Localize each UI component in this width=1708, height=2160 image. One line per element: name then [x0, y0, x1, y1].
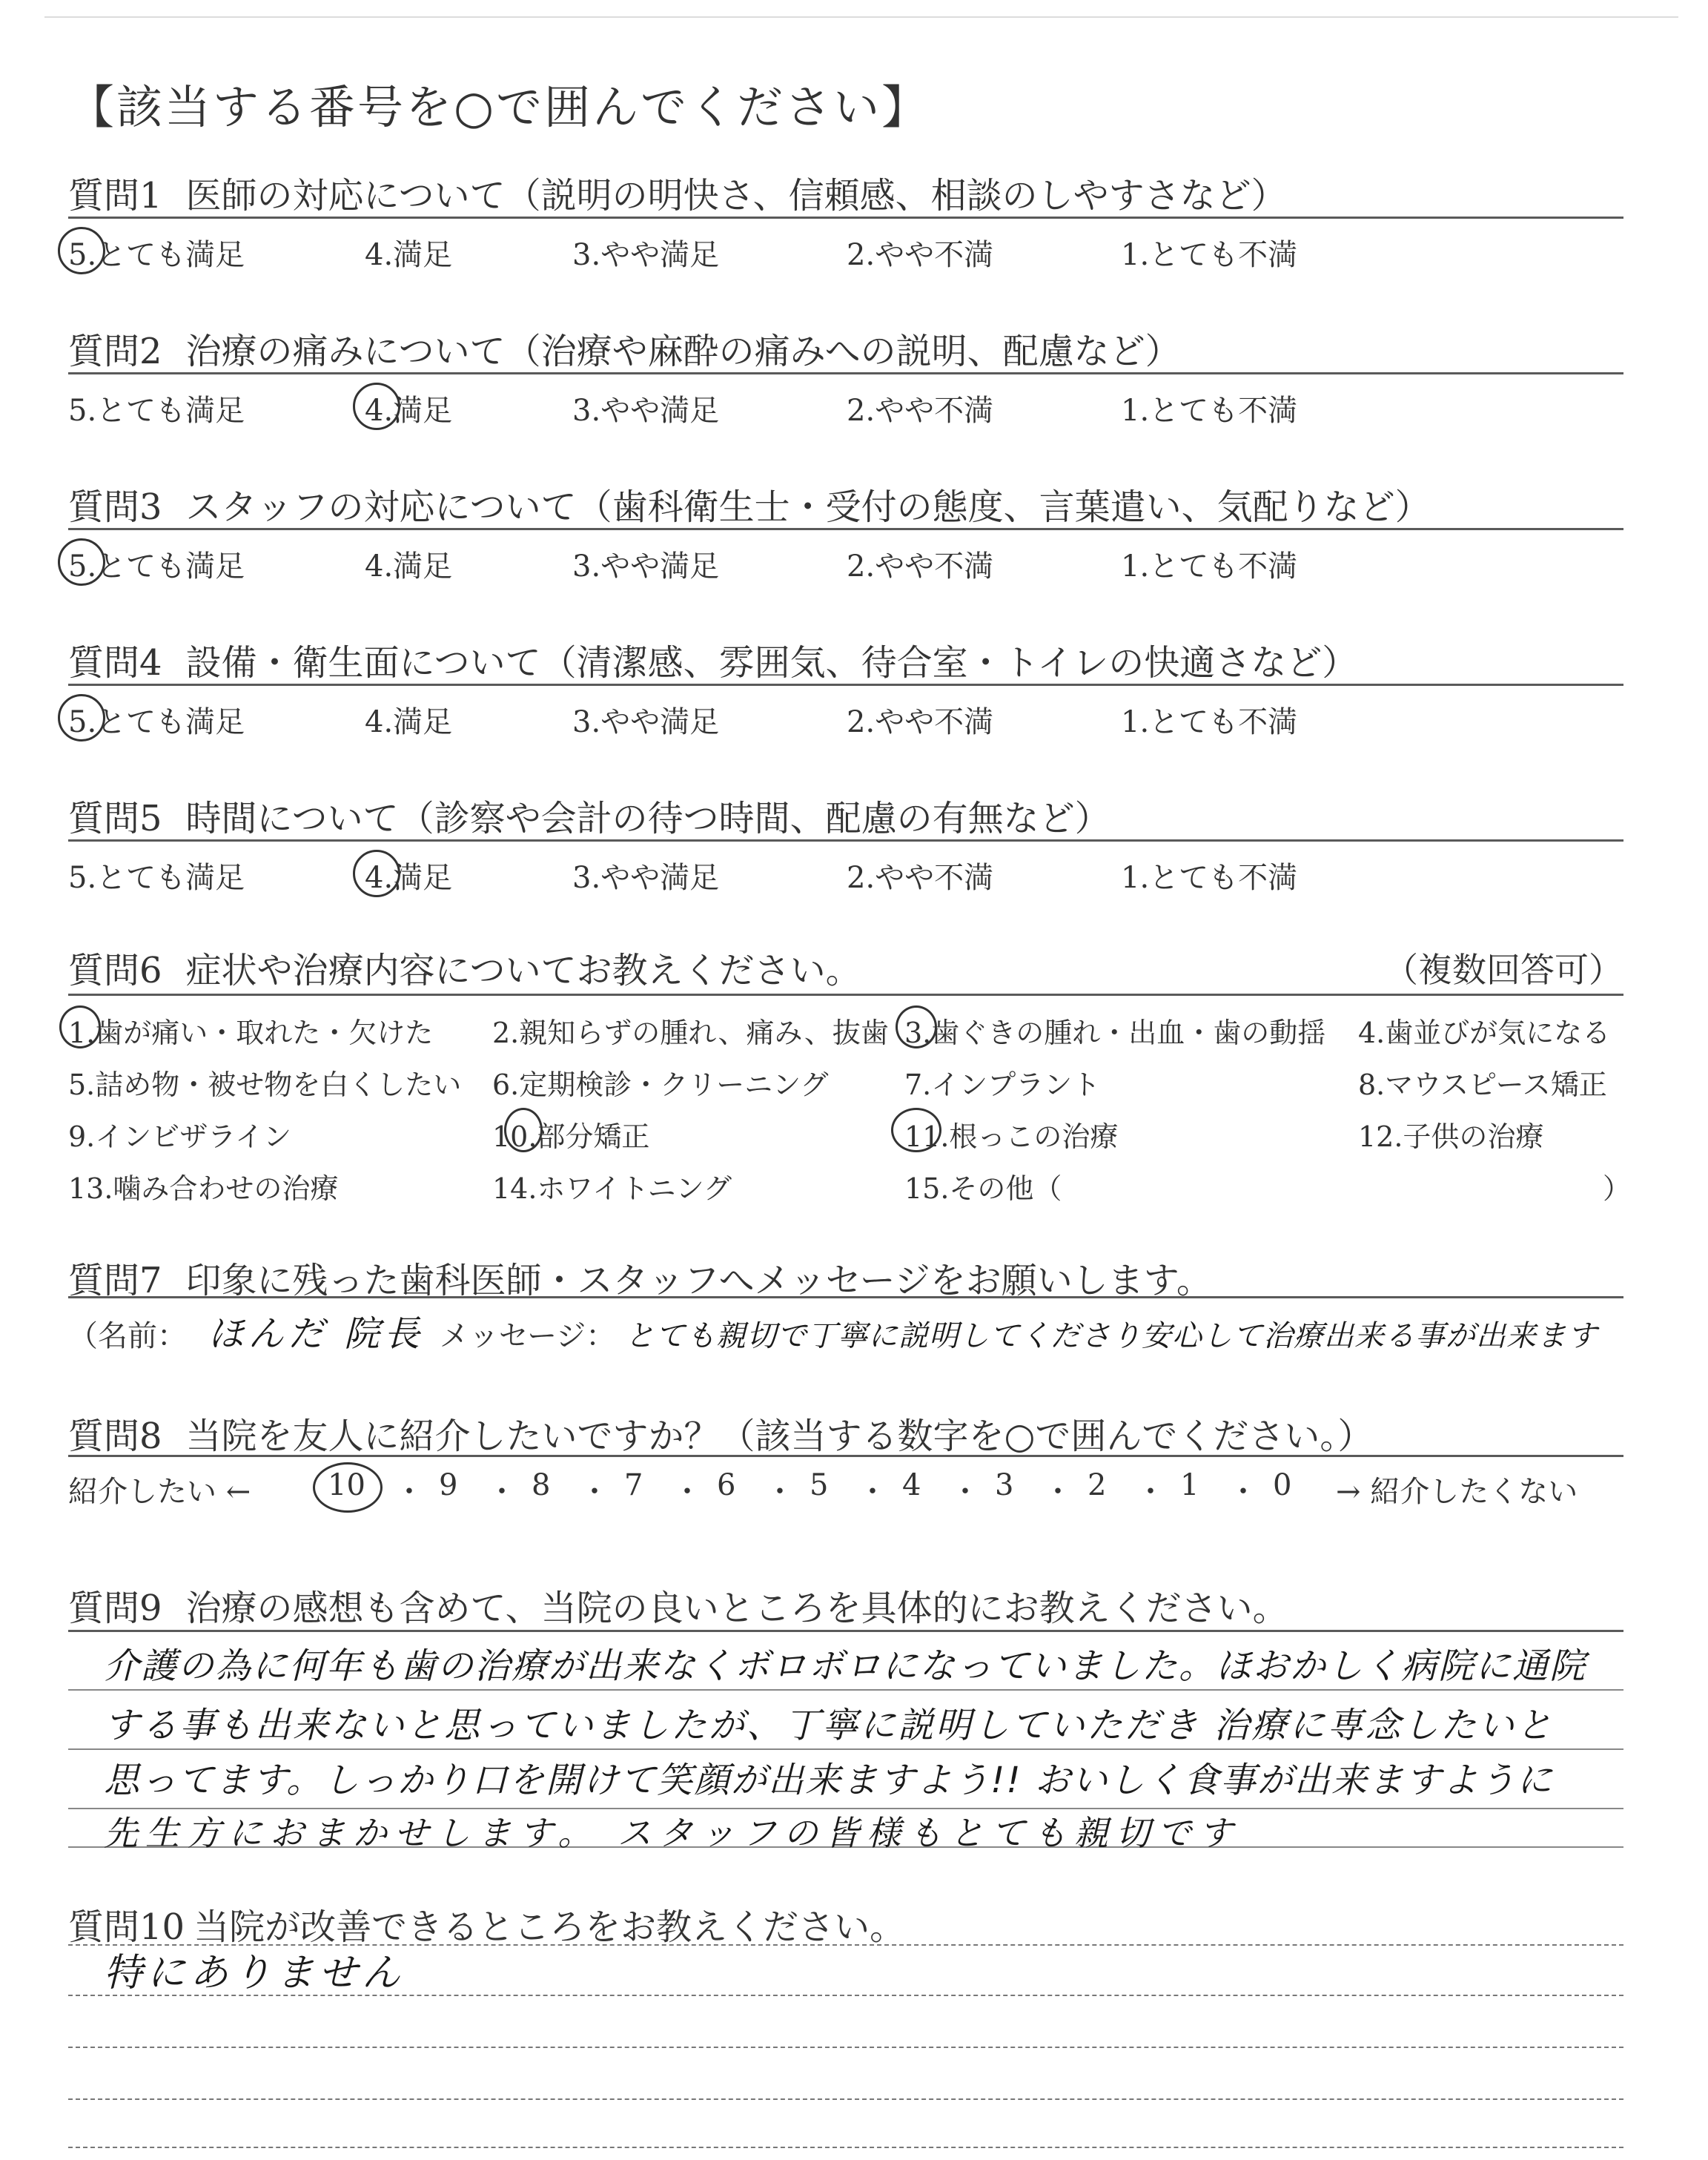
q2-number: 質問2 [68, 331, 162, 372]
q6-option-10[interactable]: 10.部分矯正 [492, 1120, 650, 1153]
q8-scale-5[interactable]: 5 [810, 1468, 829, 1502]
q6-option-4[interactable]: 4.歯並びが気になる [1358, 1017, 1611, 1049]
q9-answer-line-1[interactable]: 介護の為に何年も歯の治療が出来なくボロボロになっていました。ほおかしく病院に通院 [104, 1645, 1587, 1687]
q9-rule-0 [68, 1630, 1623, 1632]
q5-selection-circle [353, 850, 400, 897]
q2-title-row [68, 323, 1181, 374]
q8-scale-dot: ・ [858, 1475, 887, 1509]
q1-option-3[interactable]: 3.やや満足 [572, 238, 720, 272]
q6-option-6[interactable]: 6.定期検診・クリーニング [492, 1069, 829, 1101]
q6-title: 症状や治療内容についてお教えください。 [185, 950, 861, 991]
q3-option-1[interactable]: 1.とても不満 [1121, 549, 1298, 584]
q6-option-5[interactable]: 5.詰め物・被せ物を白くしたい [68, 1069, 462, 1101]
q6-option-1[interactable]: 1.歯が痛い・取れた・欠けた [68, 1017, 434, 1049]
q2-option-4[interactable]: 4.満足 [365, 394, 453, 428]
q9-title-row [68, 1579, 1288, 1631]
q1-option-5[interactable]: 5.とても満足 [68, 238, 245, 272]
q1-option-4[interactable]: 4.満足 [365, 238, 453, 272]
q6-option-8[interactable]: 8.マウスピース矯正 [1358, 1069, 1607, 1101]
q6-option-12[interactable]: 12.子供の治療 [1358, 1120, 1544, 1153]
q8-scale-6[interactable]: 6 [717, 1468, 736, 1502]
q4-number: 質問4 [68, 642, 162, 684]
q4-selection-circle [58, 694, 105, 742]
q5-number: 質問5 [68, 798, 162, 839]
q4-option-5[interactable]: 5.とても満足 [68, 705, 245, 739]
q4-option-1[interactable]: 1.とても不満 [1121, 705, 1298, 739]
q5-option-3[interactable]: 3.やや満足 [572, 861, 720, 895]
q10-rule-2 [68, 2047, 1623, 2048]
q10-answer[interactable]: 特にありません [104, 1951, 406, 1995]
q8-right-label: → 紹介したくない [1336, 1475, 1578, 1509]
q5-option-2[interactable]: 2.やや不満 [847, 861, 994, 895]
q1-rule [68, 217, 1623, 219]
q8-scale-0[interactable]: 0 [1273, 1468, 1292, 1502]
q6-multiple-note: （複数回答可） [1384, 950, 1623, 990]
q8-scale-dot: ・ [487, 1475, 517, 1509]
q9-answer-line-2[interactable]: する事も出来ないと思っていましたが、丁寧に説明していただき 治療に専念したいと [104, 1705, 1555, 1746]
q3-option-2[interactable]: 2.やや不満 [847, 549, 994, 584]
q6-option-3[interactable]: 3.歯ぐきの腫れ・出血・歯の動揺 [904, 1017, 1326, 1049]
q8-title-row [68, 1407, 1373, 1459]
q8-left-label: 紹介したい ← [68, 1475, 251, 1509]
q9-number: 質問9 [68, 1588, 162, 1629]
q7-rule [68, 1296, 1623, 1298]
q8-scale [68, 1468, 1623, 1513]
q6-option-15-close: ） [1603, 1172, 1632, 1205]
q8-scale-3[interactable]: 3 [995, 1468, 1014, 1502]
q6-option-13[interactable]: 13.噛み合わせの治療 [68, 1172, 339, 1205]
q2-selection-circle [353, 383, 400, 430]
q6-selection-circle-1 [59, 1005, 101, 1048]
q5-title: 時間について（診察や会計の待つ時間、配慮の有無など） [185, 798, 1110, 839]
q5-rule [68, 839, 1623, 842]
q8-scale-dot: ・ [394, 1475, 424, 1509]
q6-selection-circle-3 [896, 1005, 937, 1048]
q9-rule-1 [68, 1689, 1623, 1691]
q9-title: 治療の感想も含めて、当院の良いところを具体的にお教えください。 [185, 1588, 1288, 1629]
q3-option-4[interactable]: 4.満足 [365, 549, 453, 584]
q6-option-9[interactable]: 9.インビザライン [68, 1120, 292, 1153]
q5-option-1[interactable]: 1.とても不満 [1121, 861, 1298, 895]
q8-scale-9[interactable]: 9 [439, 1468, 458, 1502]
q10-rule-3 [68, 2098, 1623, 2100]
q4-option-4[interactable]: 4.満足 [365, 705, 453, 739]
q8-scale-8[interactable]: 8 [532, 1468, 551, 1502]
q3-title: スタッフの対応について（歯科衛生士・受付の態度、言葉遣い、気配りなど） [185, 486, 1431, 528]
q10-rule-1 [68, 1995, 1623, 1996]
q8-scale-2[interactable]: 2 [1088, 1468, 1107, 1502]
q2-option-5[interactable]: 5.とても満足 [68, 394, 245, 428]
q6-option-15[interactable]: 15.その他（ [904, 1172, 1062, 1205]
q2-rule [68, 372, 1623, 374]
q3-option-5[interactable]: 5.とても満足 [68, 549, 245, 584]
q2-option-2[interactable]: 2.やや不満 [847, 394, 994, 428]
top-border [44, 16, 1678, 18]
q1-title-row [68, 167, 1287, 218]
q8-scale-dot: ・ [765, 1475, 795, 1509]
q3-option-3[interactable]: 3.やや満足 [572, 549, 720, 584]
q7-name-label: （名前： [68, 1319, 187, 1353]
q3-number: 質問3 [68, 486, 162, 528]
q9-answer-line-3[interactable]: 思ってます。しっかり口を開けて笑顔が出来ますよう!! おいしく食事が出来ますように [104, 1760, 1554, 1801]
q8-scale-7[interactable]: 7 [624, 1468, 643, 1502]
q6-number: 質問6 [68, 950, 162, 991]
q10-number: 質問10 [68, 1906, 185, 1948]
q5-title-row [68, 790, 1110, 841]
q7-message-label: メッセージ： [439, 1319, 616, 1353]
q6-option-2[interactable]: 2.親知らずの腫れ、痛み、抜歯 [492, 1017, 889, 1049]
q7-message-value[interactable]: とても親切で丁寧に説明してくださり安心して治療出来る事が出来ます [625, 1319, 1598, 1353]
q4-title: 設備・衛生面について（清潔感、雰囲気、待合室・トイレの快適さなど） [185, 642, 1358, 684]
q4-title-row [68, 634, 1357, 685]
q3-title-row [68, 478, 1431, 529]
q1-selection-circle [58, 227, 105, 274]
q6-option-11[interactable]: 11.根っこの治療 [904, 1120, 1119, 1153]
q7-name-value[interactable]: ほんだ 院長 [208, 1313, 424, 1355]
q6-selection-circle-11 [891, 1108, 941, 1152]
q1-title: 医師の対応について（説明の明快さ、信頼感、相談のしやすさなど） [185, 175, 1287, 217]
q8-scale-dot: ・ [580, 1475, 609, 1509]
q5-option-4[interactable]: 4.満足 [365, 861, 453, 895]
q4-option-3[interactable]: 3.やや満足 [572, 705, 720, 739]
q1-option-2[interactable]: 2.やや不満 [847, 238, 994, 272]
q6-selection-circle-10 [504, 1108, 543, 1152]
q7-number: 質問7 [68, 1260, 162, 1301]
q4-option-2[interactable]: 2.やや不満 [847, 705, 994, 739]
q8-scale-4[interactable]: 4 [902, 1468, 921, 1502]
q9-rule-2 [68, 1748, 1623, 1750]
q6-option-14[interactable]: 14.ホワイトニング [492, 1172, 732, 1205]
q3-rule [68, 528, 1623, 530]
q6-option-7[interactable]: 7.インプラント [904, 1069, 1101, 1101]
q10-title: 当院が改善できるところをお教えください。 [193, 1906, 906, 1948]
q8-selection-circle [313, 1462, 383, 1513]
q7-answer-row [68, 1305, 1598, 1356]
q1-option-1[interactable]: 1.とても不満 [1121, 238, 1298, 272]
q8-scale-dot: ・ [950, 1475, 980, 1509]
q9-answer-line-4[interactable]: 先生方におまかせします。 スタッフの皆様もとても親切です [104, 1813, 1240, 1853]
q6-title-row [68, 942, 861, 993]
q5-option-5[interactable]: 5.とても満足 [68, 861, 245, 895]
q2-option-3[interactable]: 3.やや満足 [572, 394, 720, 428]
q8-scale-1[interactable]: 1 [1180, 1468, 1199, 1502]
q8-scale-dot: ・ [672, 1475, 702, 1509]
q6-rule [68, 994, 1623, 996]
q7-title-row [68, 1252, 1212, 1303]
q10-rule-4 [68, 2147, 1623, 2148]
q8-scale-dot: ・ [1043, 1475, 1073, 1509]
q8-scale-dot: ・ [1136, 1475, 1165, 1509]
page-header: 【該当する番号を○で囲んでください】 [68, 80, 930, 134]
q7-title: 印象に残った歯科医師・スタッフへメッセージをお願いします。 [185, 1260, 1212, 1301]
q8-number: 質問8 [68, 1416, 162, 1457]
q3-selection-circle [58, 538, 105, 586]
q2-option-1[interactable]: 1.とても不満 [1121, 394, 1298, 428]
q8-scale-10[interactable]: 10 [328, 1468, 365, 1502]
q4-rule [68, 684, 1623, 686]
q2-title: 治療の痛みについて（治療や麻酔の痛みへの説明、配慮など） [185, 331, 1181, 372]
q8-title: 当院を友人に紹介したいですか？（該当する数字を○で囲んでください。） [185, 1416, 1374, 1457]
q1-number: 質問1 [68, 175, 162, 217]
q8-rule [68, 1455, 1623, 1457]
q8-scale-dot: ・ [1228, 1475, 1258, 1509]
